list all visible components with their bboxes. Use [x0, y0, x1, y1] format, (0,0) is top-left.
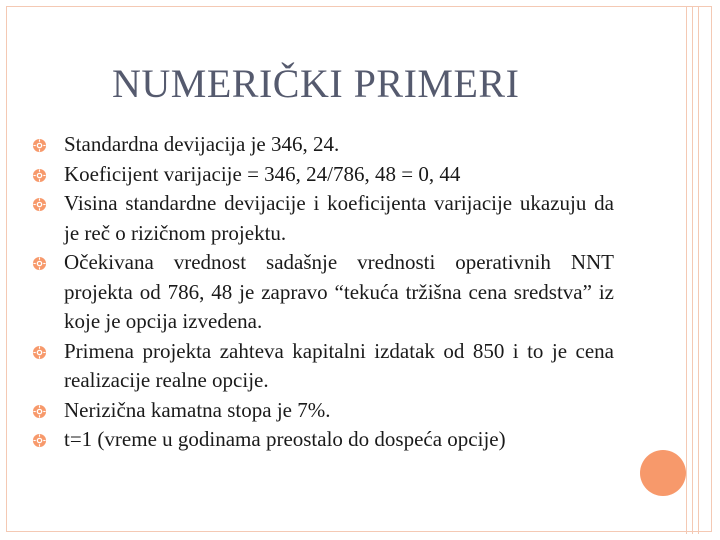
- bullet-item: [30, 130, 614, 160]
- bullet-text: Visina standardne devijacije i koeficijenta varijacije ukazuju da je reč o rizičnom projektu.: [64, 191, 614, 245]
- bullet-text: Nerizična kamatna stopa je 7%.: [64, 397, 331, 422]
- bullet-item: [30, 396, 614, 426]
- bullet-item: [30, 160, 614, 190]
- bullet-item: [30, 337, 614, 396]
- decorative-rule: [686, 6, 687, 534]
- sun-gear-icon: [32, 433, 47, 448]
- sun-gear-icon: [32, 256, 47, 271]
- sun-gear-icon: [32, 138, 47, 153]
- bullet-list: [30, 130, 614, 455]
- sun-gear-icon: [32, 197, 47, 212]
- decorative-rule: [692, 6, 693, 534]
- sun-gear-icon: [32, 345, 47, 360]
- decorative-rule: [698, 6, 699, 534]
- bullet-text: Primena projekta zahteva kapitalni izdatak od 850 i to je cena realizacije realne opcije.: [64, 338, 614, 392]
- bullet-text: Očekivana vrednost sadašnje vrednosti operativnih NNT projekta od 786, 48 je zapravo “tekuća tržišna cena sredstva” iz koje je opcija izvedena.: [64, 250, 614, 333]
- bullet-item: [30, 425, 614, 455]
- bullet-item: [30, 189, 614, 248]
- bullet-text: Standardna devijacija je 346, 24.: [64, 132, 340, 156]
- slide-title: NUMERIČKI PRIMERI: [112, 61, 520, 106]
- sun-gear-icon: [32, 168, 47, 183]
- bullet-text: t=1 (vreme u godinama preostalo do dospeća opcije): [64, 427, 506, 451]
- sun-gear-icon: [32, 404, 47, 419]
- decorative-circle: [640, 450, 686, 496]
- bullet-text: Koeficijent varijacije = 346, 24/786, 48 = 0, 44: [64, 161, 461, 186]
- bullet-item: [30, 248, 614, 337]
